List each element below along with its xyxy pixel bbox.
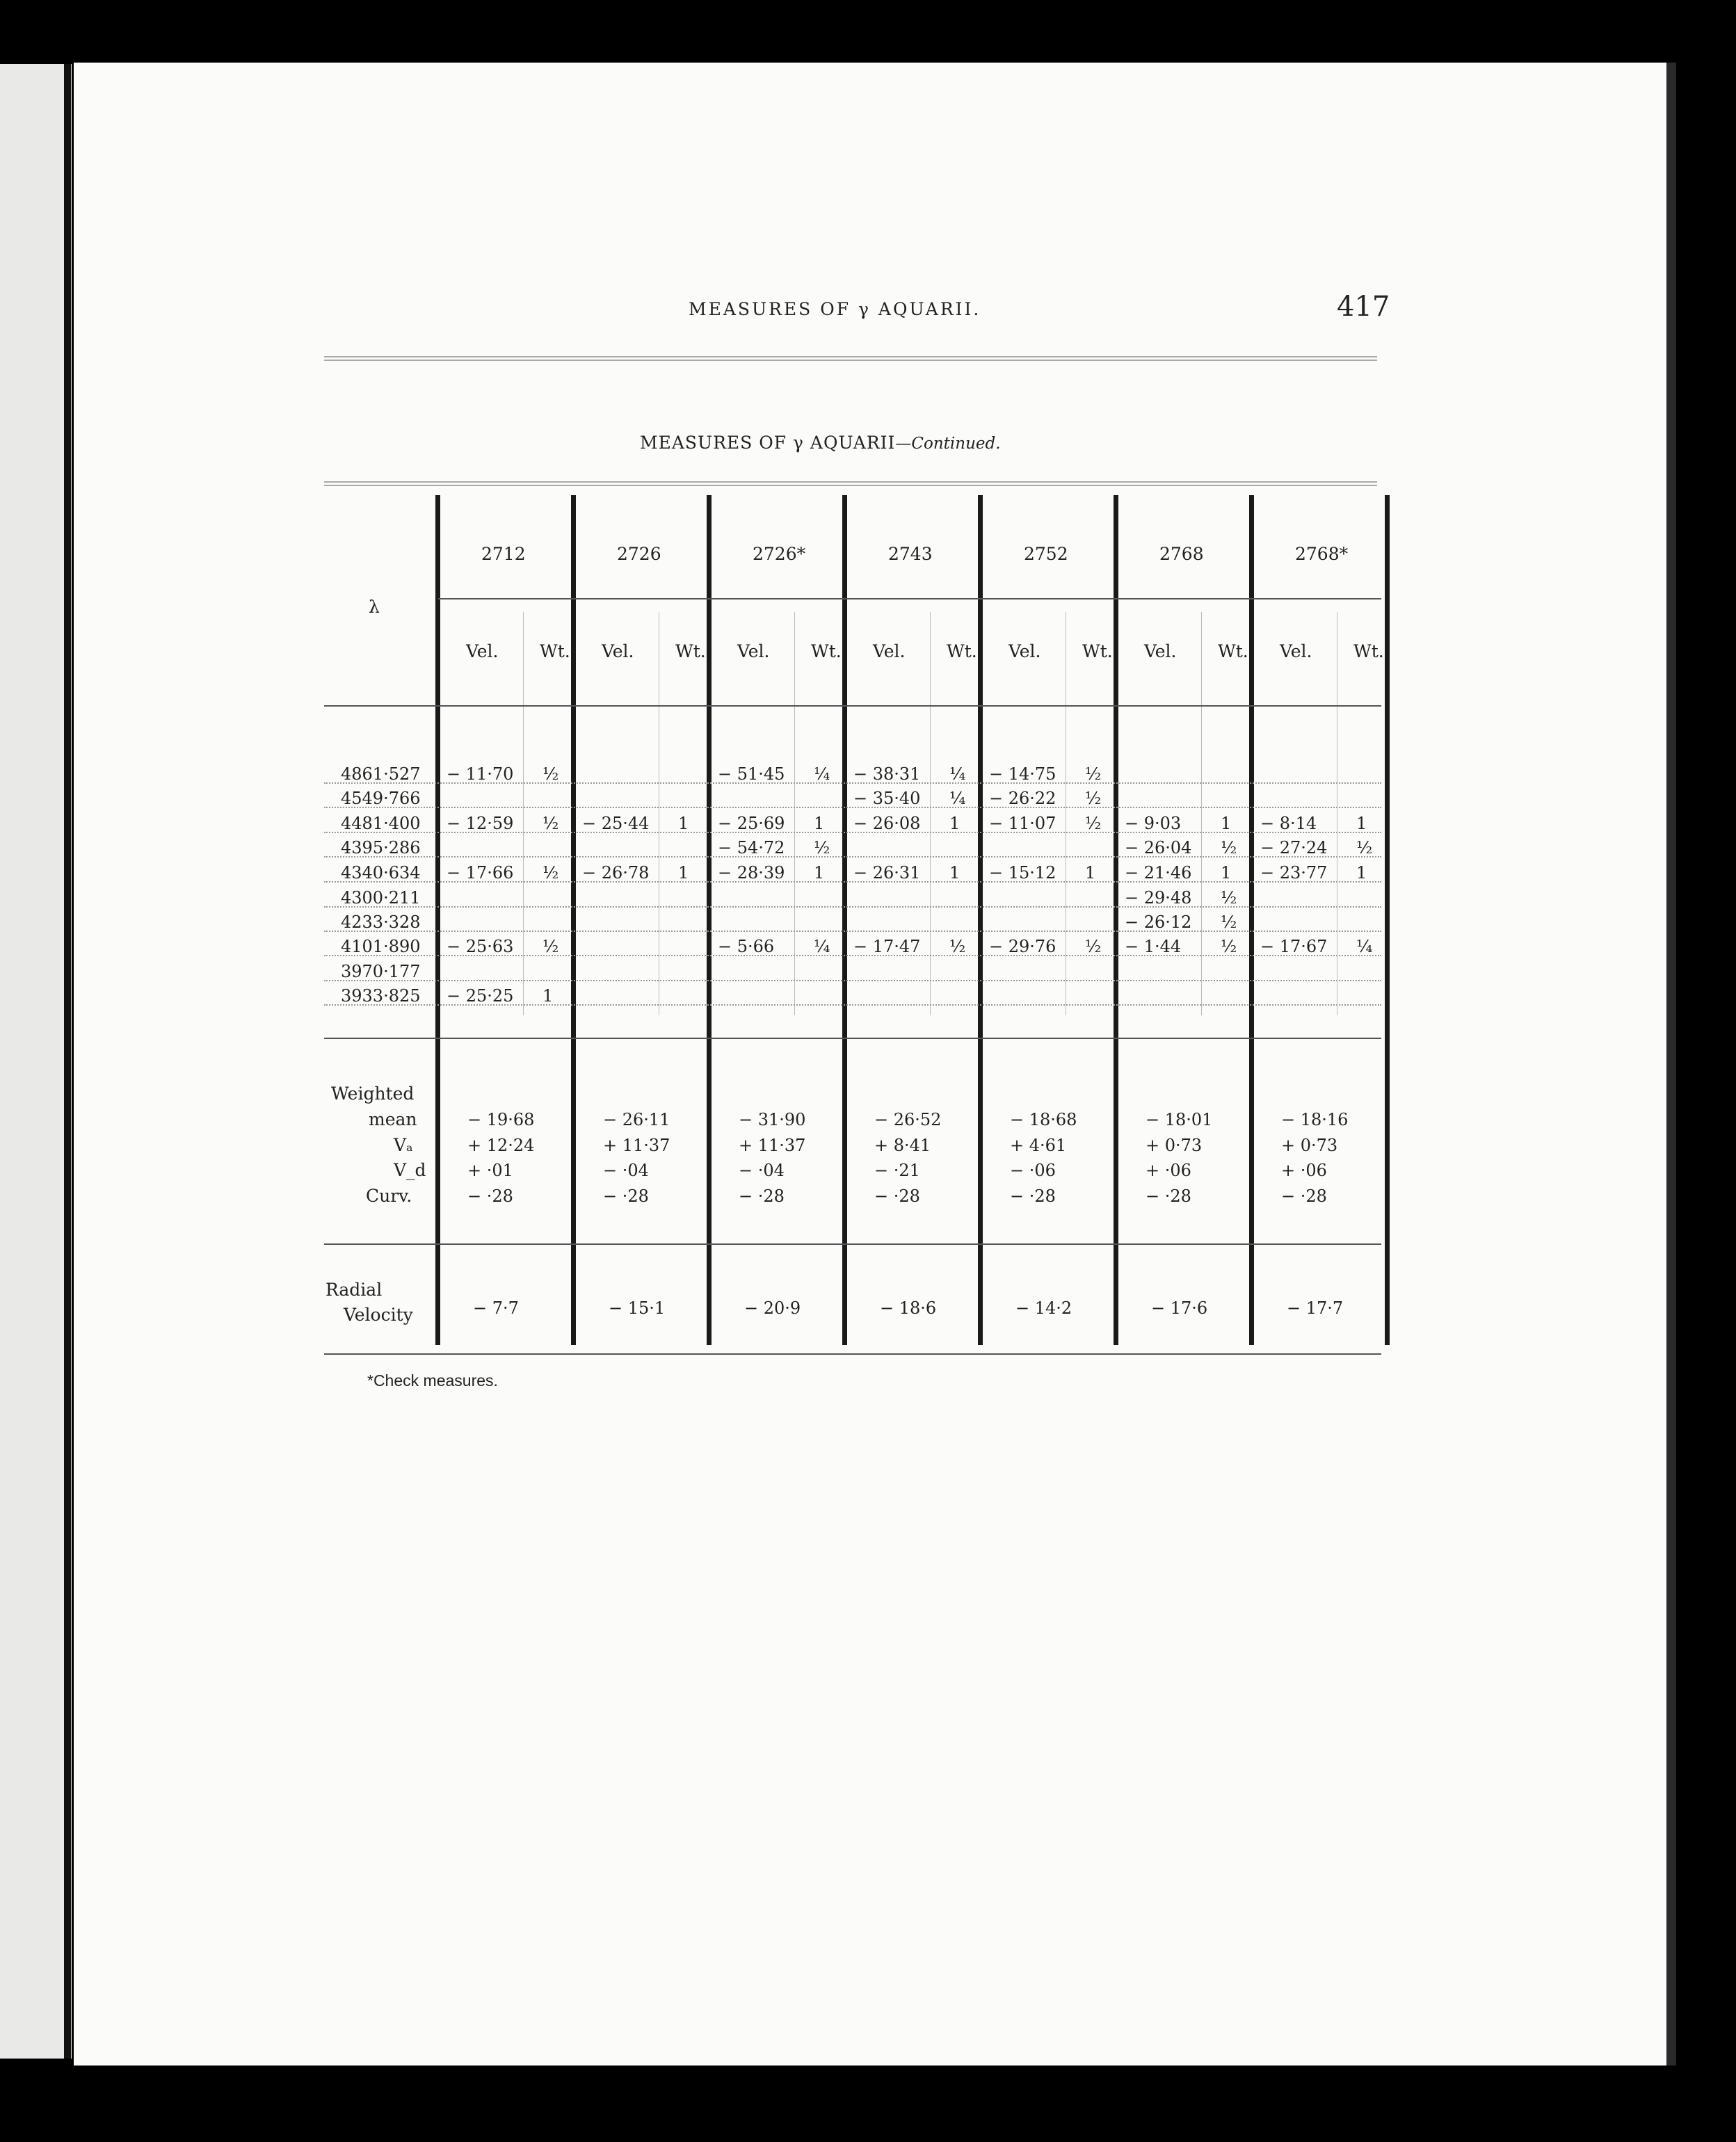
- column-divider: [435, 495, 440, 1345]
- summary-value: + 11·37: [603, 1136, 670, 1155]
- column-divider: [1114, 495, 1118, 1345]
- wavelength-label: 3933·825: [341, 986, 421, 1006]
- wavelength-label: 4300·211: [341, 888, 421, 908]
- velocity-value: − 14·75: [989, 764, 1056, 784]
- book-gutter: [64, 64, 71, 2059]
- summary-value: + ·06: [1281, 1161, 1327, 1180]
- velocity-value: − 25·44: [582, 814, 650, 833]
- weight-value: 1: [814, 814, 825, 833]
- weight-value: ½: [1085, 789, 1102, 808]
- summary-value: − 26·11: [603, 1110, 670, 1129]
- velocity-value: − 26·22: [989, 789, 1056, 808]
- velocity-value: − 51·45: [718, 764, 785, 784]
- weight-value: ½: [814, 838, 830, 857]
- plate-number-header: 2726*: [753, 544, 806, 564]
- column-divider: [1249, 495, 1254, 1345]
- header-bottom-rule: [324, 705, 1381, 707]
- plate-header-rule: [438, 598, 1381, 599]
- plate-number-header: 2712: [481, 544, 526, 564]
- column-divider: [571, 495, 576, 1345]
- radial-velocity-value: − 14·2: [1015, 1298, 1072, 1318]
- summary-label-va: Vₐ: [394, 1135, 413, 1155]
- summary-value: − ·04: [739, 1161, 785, 1180]
- wt-header: Wt.: [675, 641, 706, 661]
- weight-value: ½: [1085, 937, 1102, 956]
- summary-value: − ·28: [739, 1186, 785, 1206]
- summary-label-mean: mean: [369, 1109, 417, 1129]
- weight-value: 1: [678, 814, 689, 833]
- velocity-value: − 23·77: [1260, 863, 1328, 883]
- summary-value: − ·28: [1010, 1186, 1056, 1206]
- summary-label-vd: V_d: [394, 1160, 426, 1180]
- velocity-value: − 26·12: [1125, 912, 1192, 932]
- radial-label: Radial: [326, 1280, 383, 1300]
- weight-value: 1: [1085, 863, 1096, 883]
- velocity-value: − 17·67: [1260, 937, 1328, 956]
- weight-value: ½: [1221, 838, 1237, 857]
- vel-header: Vel.: [466, 641, 499, 661]
- weight-value: ½: [1085, 764, 1102, 784]
- table-title: [640, 433, 1001, 453]
- weight-value: 1: [1221, 863, 1232, 883]
- weight-value: ½: [1356, 838, 1373, 857]
- summary-value: − ·28: [874, 1186, 920, 1206]
- velocity-value: − 17·47: [853, 937, 921, 956]
- column-divider: [978, 495, 983, 1345]
- vel-header: Vel.: [1008, 641, 1041, 661]
- summary-value: − 18·01: [1146, 1110, 1213, 1129]
- velocity-value: − 26·31: [853, 863, 921, 883]
- column-divider: [707, 495, 712, 1345]
- summary-value: + 11·37: [739, 1136, 806, 1155]
- summary-value: − 31·90: [739, 1110, 806, 1129]
- page-edge-shadow: [1666, 63, 1676, 2066]
- weight-value: 1: [1356, 863, 1367, 883]
- velocity-value: − 29·76: [989, 937, 1056, 956]
- row-leader: [324, 980, 1381, 981]
- column-divider: [1385, 495, 1390, 1345]
- wt-header: Wt.: [1218, 641, 1248, 661]
- lambda-header: λ: [369, 597, 380, 617]
- velocity-value: − 27·24: [1260, 838, 1328, 857]
- summary-value: + ·01: [467, 1161, 513, 1180]
- weight-value: ½: [1221, 912, 1237, 932]
- column-divider: [842, 495, 847, 1345]
- velocity-value: − 5·66: [718, 937, 775, 956]
- velocity-value: − 15·12: [989, 863, 1056, 883]
- row-leader: [324, 807, 1381, 808]
- summary-value: − 19·68: [467, 1110, 535, 1129]
- summary-value: − ·21: [874, 1161, 920, 1180]
- table-top-rule: [324, 481, 1377, 486]
- weight-value: ¼: [814, 764, 830, 784]
- radial-velocity-value: − 7·7: [473, 1298, 519, 1318]
- vel-header: Vel.: [602, 641, 634, 661]
- summary-label-weighted: Weighted: [331, 1084, 415, 1104]
- summary-value: + 0·73: [1281, 1136, 1338, 1155]
- vel-header: Vel.: [873, 641, 906, 661]
- running-head: MEASURES OF γ AQUARII.: [689, 299, 981, 319]
- weight-value: ½: [542, 764, 559, 784]
- page: [74, 63, 1666, 2066]
- weight-value: ½: [542, 863, 559, 883]
- velocity-value: − 9·03: [1125, 814, 1182, 833]
- velocity-value: − 25·63: [447, 937, 514, 956]
- wavelength-label: 4233·328: [341, 912, 421, 932]
- table-title-continued: —Continued.: [895, 435, 1001, 453]
- weight-value: ½: [1221, 888, 1237, 908]
- velocity-value: − 21·46: [1125, 863, 1192, 883]
- radial-velocity-value: − 20·9: [744, 1298, 801, 1318]
- summary-value: + 12·24: [467, 1136, 535, 1155]
- weight-value: 1: [1356, 814, 1367, 833]
- wt-header: Wt.: [1082, 641, 1113, 661]
- velocity-value: − 29·48: [1125, 888, 1192, 908]
- weight-value: ½: [542, 937, 559, 956]
- wavelength-label: 4395·286: [341, 838, 421, 857]
- summary-value: − ·04: [603, 1161, 649, 1180]
- page-number: 417: [1337, 291, 1390, 323]
- wavelength-label: 4549·766: [341, 789, 421, 808]
- weight-value: 1: [678, 863, 689, 883]
- summary-bottom-rule: [324, 1243, 1381, 1245]
- wt-header: Wt.: [947, 641, 977, 661]
- weight-value: 1: [542, 986, 554, 1006]
- table-title-main: MEASURES OF γ AQUARII: [640, 433, 896, 453]
- velocity-value: − 26·78: [582, 863, 650, 883]
- data-bottom-rule: [324, 1038, 1381, 1039]
- wt-header: Wt.: [1353, 641, 1384, 661]
- weight-value: ½: [1085, 814, 1102, 833]
- weight-value: ¼: [949, 764, 966, 784]
- weight-value: 1: [1221, 814, 1232, 833]
- summary-value: + ·06: [1146, 1161, 1191, 1180]
- velocity-value: − 54·72: [718, 838, 785, 857]
- wavelength-label: 4340·634: [341, 863, 421, 883]
- summary-label-curv: Curv.: [366, 1186, 412, 1206]
- weight-value: 1: [814, 863, 825, 883]
- wt-header: Wt.: [540, 641, 570, 661]
- weight-value: ¼: [1356, 937, 1373, 956]
- summary-value: − ·28: [603, 1186, 649, 1206]
- wavelength-label: 3970·177: [341, 962, 421, 981]
- summary-value: + 8·41: [874, 1136, 931, 1155]
- wavelength-label: 4481·400: [341, 814, 421, 833]
- velocity-value: − 25·69: [718, 814, 785, 833]
- velocity-value: − 26·04: [1125, 838, 1192, 857]
- radial-velocity-value: − 18·6: [880, 1298, 937, 1318]
- summary-value: + 4·61: [1010, 1136, 1067, 1155]
- velocity-value: − 25·25: [447, 986, 514, 1006]
- wavelength-label: 4101·890: [341, 937, 421, 956]
- summary-value: − 18·68: [1010, 1110, 1077, 1129]
- velocity-value: − 28·39: [718, 863, 785, 883]
- wavelength-label: 4861·527: [341, 764, 421, 784]
- vel-header: Vel.: [737, 641, 770, 661]
- velocity-value: − 38·31: [853, 764, 921, 784]
- plate-number-header: 2726: [617, 544, 661, 564]
- summary-value: − ·28: [467, 1186, 513, 1206]
- table-bottom-rule: [324, 1353, 1381, 1355]
- velocity-value: − 11·07: [989, 814, 1056, 833]
- velocity-value: − 11·70: [447, 764, 514, 784]
- plate-number-header: 2768*: [1295, 544, 1349, 564]
- wt-header: Wt.: [811, 641, 842, 661]
- facing-page-edge: [0, 64, 72, 2059]
- weight-value: ½: [542, 814, 559, 833]
- radial-velocity-value: − 17·6: [1151, 1298, 1208, 1318]
- velocity-label: Velocity: [344, 1305, 413, 1325]
- velocity-value: − 26·08: [853, 814, 921, 833]
- radial-velocity-value: − 17·7: [1287, 1298, 1344, 1318]
- summary-value: − 18·16: [1281, 1110, 1349, 1129]
- weight-value: ½: [949, 937, 966, 956]
- summary-value: − ·06: [1010, 1161, 1056, 1180]
- summary-value: − 26·52: [874, 1110, 942, 1129]
- weight-value: ½: [1221, 937, 1237, 956]
- weight-value: 1: [949, 814, 961, 833]
- weight-value: ¼: [949, 789, 966, 808]
- plate-number-header: 2752: [1024, 544, 1068, 564]
- radial-velocity-value: − 15·1: [609, 1298, 666, 1318]
- footnote: *Check measures.: [367, 1371, 498, 1390]
- weight-value: 1: [949, 863, 961, 883]
- velocity-value: − 17·66: [447, 863, 514, 883]
- weight-value: ¼: [814, 937, 830, 956]
- velocity-value: − 1·44: [1125, 937, 1182, 956]
- summary-value: − ·28: [1146, 1186, 1191, 1206]
- head-rule: [324, 356, 1377, 361]
- velocity-value: − 35·40: [853, 789, 921, 808]
- summary-value: − ·28: [1281, 1186, 1327, 1206]
- vel-header: Vel.: [1144, 641, 1177, 661]
- plate-number-header: 2743: [888, 544, 933, 564]
- velocity-value: − 12·59: [447, 814, 514, 833]
- vel-header: Vel.: [1280, 641, 1312, 661]
- summary-value: + 0·73: [1146, 1136, 1203, 1155]
- velocity-value: − 8·14: [1260, 814, 1317, 833]
- plate-number-header: 2768: [1159, 544, 1204, 564]
